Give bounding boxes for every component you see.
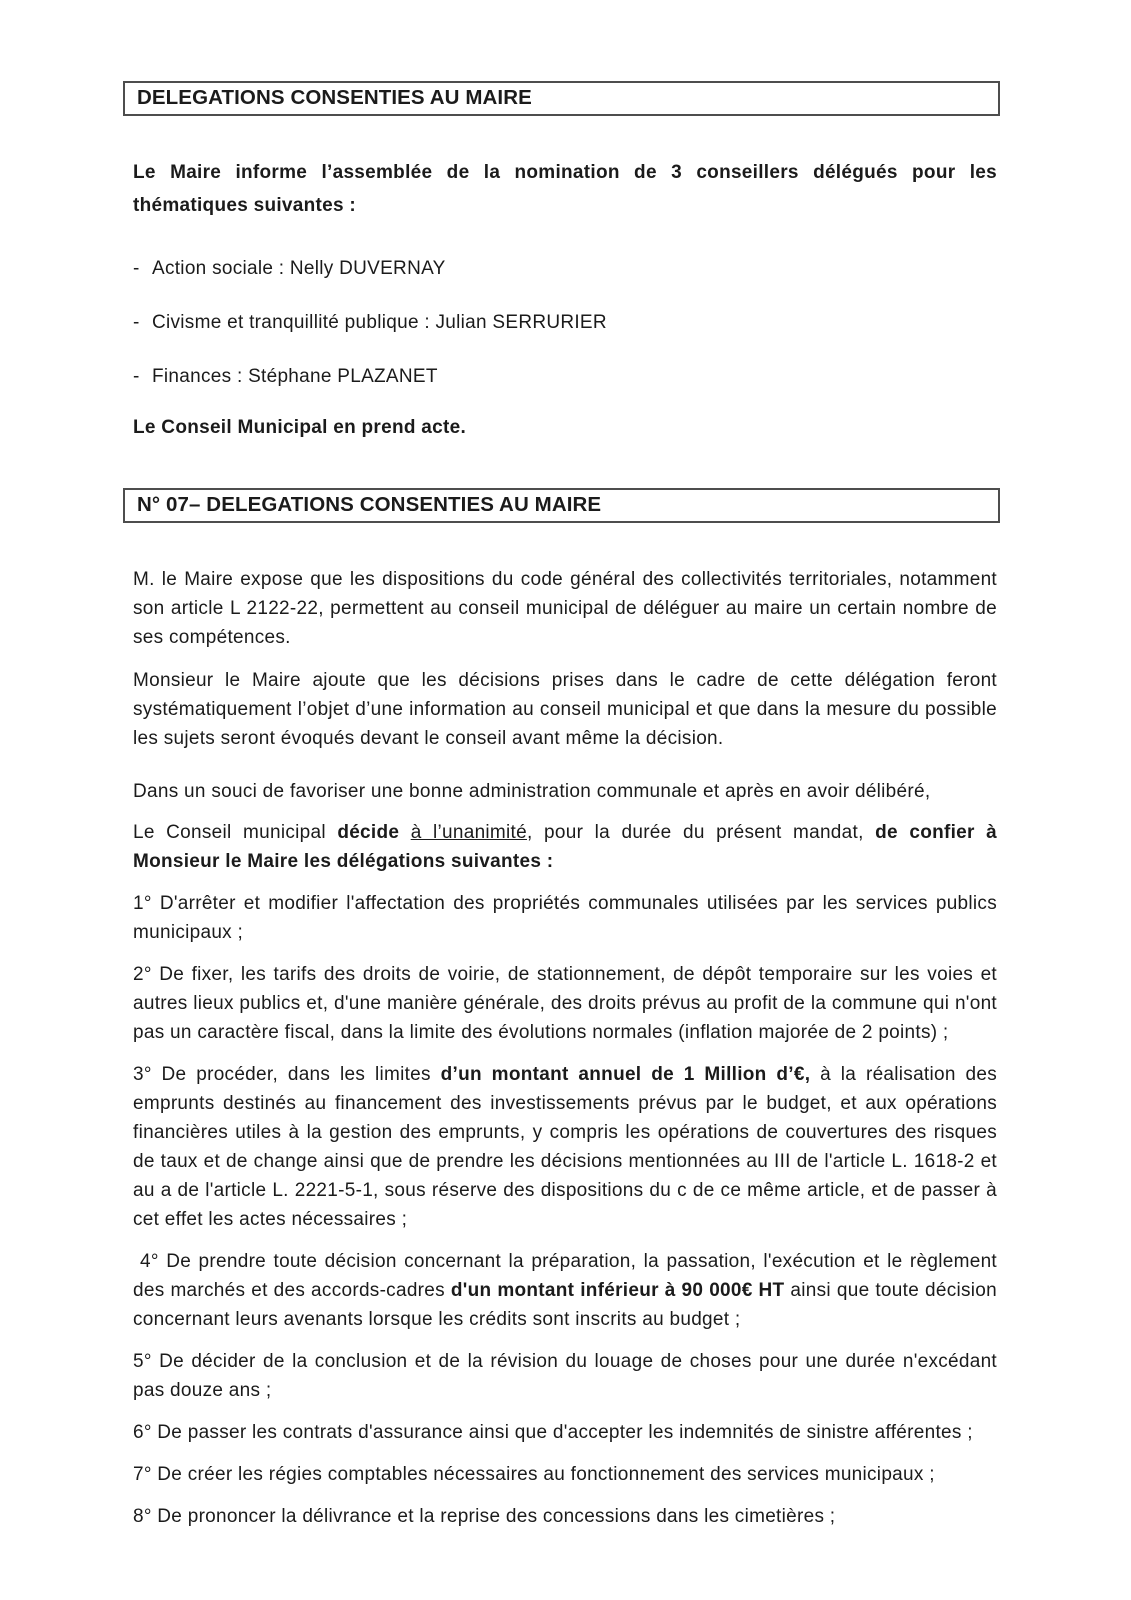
section-title-n07: N° 07– DELEGATIONS CONSENTIES AU MAIRE [137,493,602,516]
delegates-list [123,254,1000,391]
decision-unanimity: à l’unanimité [410,822,527,843]
ajoute-paragraph: Monsieur le Maire ajoute que les décisions prises dans le cadre de cette délégation feront systématiquement l’objet d’une information au conseil municipal et que dans la mesure du possible les sujets seront évoqués devant le conseil avant même la décision. [133,670,997,749]
dash-bullet: - [133,258,140,279]
delegation-item-3 [133,1060,997,1234]
delegate-list-item [133,362,997,391]
souci-paragraph: Dans un souci de favoriser une bonne administration communale et après en avoir délibéré, [133,781,931,802]
dash-bullet: - [133,366,140,387]
delegate-text: Finances : Stéphane PLAZANET [152,366,438,387]
item3-pre: 3° De procéder, dans les limites [133,1064,441,1085]
item3-post: à la réalisation des emprunts destinés au financement des investissements prévus par le budget, et aux opérations financières utiles à la gestion des emprunts, y compris les opérations de couvertures des risques de taux et de change ainsi que de prendre les décisions mentionnées au III de l'article L. 1618-2 et au a de l'article L. 2221-5-1, sous réserve des dispositions du c de ce même article, et de passer à cet effet les actes nécessaires ; [133,1064,998,1230]
item4-amount: d'un montant inférieur à 90 000€ HT [450,1280,785,1301]
delegation-item-5: 5° De décider de la conclusion et de la révision du louage de choses pour une durée n'excédant pas douze ans ; [133,1351,997,1401]
section-title-box-n07 [123,488,1000,523]
delegate-list-item [133,254,997,283]
expose-paragraph: M. le Maire expose que les dispositions du code général des collectivités territoriales, notamment son article L 2122-22, permettent au conseil municipal de déléguer au maire un certain nombre de ses compétences. [133,569,997,648]
decision-confier: de confier à Monsieur le Maire les délégations suivantes : [133,822,998,872]
intro-paragraph: Le Maire informe l’assemblée de la nomination de 3 conseillers délégués pour les thématiques suivantes : [133,162,997,216]
section-title-box-delegations [123,81,1000,116]
delegate-list-item [133,308,997,337]
delegation-item-8: 8° De prononcer la délivrance et la reprise des concessions dans les cimetières ; [133,1506,836,1527]
delegation-item-6: 6° De passer les contrats d'assurance ainsi que d'accepter les indemnités de sinistre afférentes ; [133,1422,973,1443]
dash-bullet: - [133,312,140,333]
delegate-text: Civisme et tranquillité publique : Julian SERRURIER [152,312,607,333]
decision-lead: Le Conseil municipal [133,822,338,843]
section-title-delegations: DELEGATIONS CONSENTIES AU MAIRE [137,86,532,109]
delegation-item-4 [133,1247,997,1334]
decision-middle: , pour la durée du présent mandat, [526,822,876,843]
item3-amount: d’un montant annuel de 1 Million d’€, [440,1064,811,1085]
delegation-item-1: 1° D'arrêter et modifier l'affectation des propriétés communales utilisées par les services publics municipaux ; [133,893,997,943]
delegate-text: Action sociale : Nelly DUVERNAY [152,258,446,279]
item4-pre: 4° De prendre toute décision concernant la préparation, la passation, l'exécution et le règlement des marchés et des accords-cadres [133,1251,997,1301]
decision-paragraph [133,818,997,876]
delegation-item-2: 2° De fixer, les tarifs des droits de voirie, de stationnement, de dépôt temporaire sur les voies et autres lieux publics et, d'une manière générale, des droits prévus au profit de la commune qui n'ont pas un caractère fiscal, dans la limite des évolutions normales (inflation majorée de 2 points) ; [133,964,997,1043]
acknowledgement-paragraph: Le Conseil Municipal en prend acte. [133,417,467,438]
delegation-item-7: 7° De créer les régies comptables nécessaires au fonctionnement des services municipaux ; [133,1464,935,1485]
decision-decide: décide [337,822,411,843]
item4-post: ainsi que toute décision concernant leurs avenants lorsque les crédits sont inscrits au budget ; [133,1280,997,1330]
